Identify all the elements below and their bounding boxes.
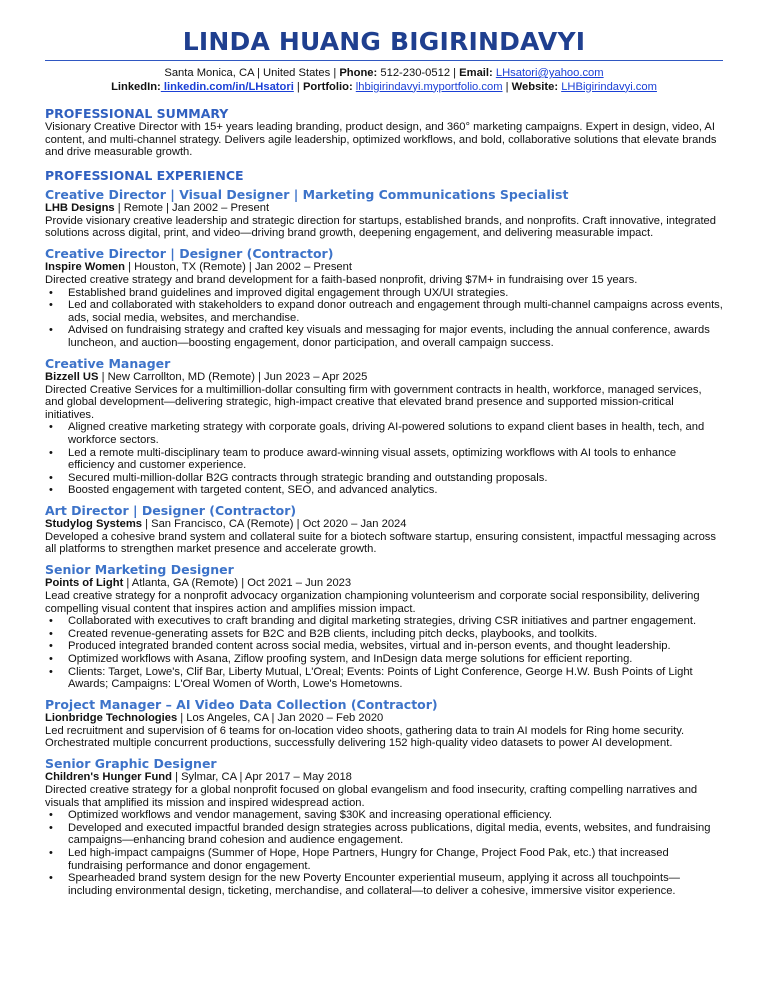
email-label: Email: <box>459 67 493 79</box>
bullet-text: Boosted engagement with targeted content, SEO, and advanced analytics. <box>68 484 438 497</box>
job-meta <box>45 202 723 215</box>
job-meta <box>45 371 723 384</box>
bullet-icon: • <box>49 299 53 312</box>
company-name: Children's Hunger Fund <box>45 771 172 783</box>
bullet-icon: • <box>49 471 53 484</box>
summary-text: Visionary Creative Director with 15+ years leading branding, product design, and 360° marketing campaigns. Expert in design, video, AI content, and multi-channel strategy. Delivers agile leadership, optimized workflows, and bold, collaborative solutions that elevate brands and drive measurable growth. <box>45 121 717 159</box>
website-link[interactable]: LHBigirindavyi.com <box>561 80 657 93</box>
bullet-item <box>45 666 723 691</box>
bullet-item <box>45 615 723 628</box>
bullet-text: Created revenue-generating assets for B2C and B2B clients, including pitch decks, playbooks, and toolkits. <box>68 627 598 640</box>
job-description: Directed creative strategy and brand development for a faith-based nonprofit, driving $7M+ in fundraising over 15 years. <box>45 273 638 286</box>
bullet-list <box>45 287 723 350</box>
job-details: | Los Angeles, CA | Jan 2020 – Feb 2020 <box>177 711 384 724</box>
job-entry <box>45 756 723 897</box>
bullet-item <box>45 872 723 897</box>
bullet-icon: • <box>49 872 53 885</box>
company-name: Studylog Systems <box>45 517 142 530</box>
bullet-text: Advised on fundraising strategy and crafted key visuals and messaging for major events, including the annual conference, awards luncheon, and auction—boosting engagement, donor participation, and overall campaign success. <box>68 324 710 349</box>
bullet-item <box>45 324 723 349</box>
job-entry <box>45 356 723 497</box>
bullet-text: Established brand guidelines and improved digital engagement through UX/UI strategies. <box>68 286 509 299</box>
location: Santa Monica, CA | United States | <box>164 67 340 79</box>
company-name: Points of Light <box>45 577 124 590</box>
company-name: LHB Designs <box>45 201 115 214</box>
job-title: Art Director | Designer (Contractor) <box>45 502 297 518</box>
separator: | <box>293 80 303 93</box>
bullet-icon: • <box>49 627 53 640</box>
job-description: Lead creative strategy for a nonprofit advocacy organization championing volunteerism and corporate social responsibility, delivering compelling visual content that inspires action and amplifies mission impact. <box>45 590 700 615</box>
bullet-icon: • <box>49 846 53 859</box>
bullet-icon: • <box>49 640 53 653</box>
bullet-list <box>45 615 723 691</box>
contact-line-1 <box>45 67 723 81</box>
bullet-item <box>45 421 723 446</box>
portfolio-link[interactable]: lhbigirindavyi.myportfolio.com <box>355 80 503 93</box>
bullet-text: Produced integrated branded content across social media, websites, virtual and in-person events, and thought leadership. <box>68 640 671 653</box>
email-link[interactable]: LHsatori@yahoo.com <box>495 67 604 79</box>
bullet-item <box>45 447 723 472</box>
job-details: | Atlanta, GA (Remote) | Oct 2021 – Jun 2023 <box>123 577 352 590</box>
bullet-text: Aligned creative marketing strategy with corporate goals, driving AI-powered solutions to expand client bases in health, tech, and workforce sectors. <box>68 421 705 446</box>
separator: | <box>502 80 512 93</box>
bullet-text: Optimized workflows with Asana, Ziflow proofing system, and InDesign data merge solutions for efficient reporting. <box>68 653 633 666</box>
linkedin-label: LinkedIn: <box>111 80 161 93</box>
job-meta <box>45 518 723 531</box>
job-description: Directed Creative Services for a multimillion-dollar consulting firm with government contracts in health, workforce, managed services, and global development—delivering strategic, high-impact creative that elevated brand presence and supported mission-critical initiatives. <box>45 383 702 421</box>
bullet-item <box>45 299 723 324</box>
job-title: Creative Director | Visual Designer | Marketing Communications Specialist <box>45 186 569 202</box>
bullet-item <box>45 809 723 822</box>
website-label: Website: <box>511 80 559 93</box>
job-details: | New Carrollton, MD (Remote) | Jun 2023 – Apr 2025 <box>98 370 368 383</box>
bullet-icon: • <box>49 615 53 628</box>
job-details: | Remote | Jan 2002 – Present <box>114 201 270 214</box>
bullet-text: Led and collaborated with stakeholders to expand donor outreach and engagement through multi-channel campaigns across events, ads, social media, websites, and merchandise. <box>68 299 723 324</box>
bullet-icon: • <box>49 446 53 459</box>
job-meta <box>45 577 723 590</box>
bullet-text: Clients: Target, Lowe's, Clif Bar, Liberty Mutual, L'Oreal; Events: Points of Light Conference, George H.W. Bush Points of Light Awards; Campaigns: L'Oreal Women of Worth, Lowe's Hometowns. <box>68 665 693 691</box>
job-details: | Houston, TX (Remote) | Jan 2002 – Present <box>124 260 352 273</box>
company-name: Inspire Women <box>45 260 125 273</box>
job-description: Developed a cohesive brand system and collateral suite for a biotech software startup, ensuring consistent, impactful messaging across all platforms to strengthen market presence and accelerate growth. <box>45 530 716 556</box>
header-divider <box>45 60 723 61</box>
job-entry <box>45 697 723 750</box>
bullet-text: Secured multi-million-dollar B2G contracts through strategic branding and outstanding proposals. <box>68 471 548 484</box>
bullet-icon: • <box>49 653 53 666</box>
contact-line-2 <box>45 81 723 95</box>
job-title: Senior Marketing Designer <box>45 562 234 578</box>
company-name: Bizzell US <box>45 370 99 383</box>
company-name: Lionbridge Technologies <box>45 711 178 724</box>
experience-heading: PROFESSIONAL EXPERIENCE <box>45 167 244 183</box>
bullet-item <box>45 287 723 300</box>
job-title: Senior Graphic Designer <box>45 756 217 771</box>
job-title: Project Manager – AI Video Data Collection (Contractor) <box>45 696 438 712</box>
summary-heading: PROFESSIONAL SUMMARY <box>45 106 229 121</box>
candidate-name: LINDA HUANG BIGIRINDAVYI <box>182 27 586 56</box>
job-entry <box>45 562 723 691</box>
bullet-item <box>45 472 723 485</box>
bullet-icon: • <box>49 286 53 299</box>
job-details: | Sylmar, CA | Apr 2017 – May 2018 <box>171 771 352 783</box>
bullet-item <box>45 640 723 653</box>
experience-list <box>45 187 723 898</box>
job-meta <box>45 261 723 274</box>
job-description: Provide visionary creative leadership and strategic direction for startups, established brands, and nonprofits. Craft innovative, integrated solutions across digital, print, and video—driving brand growth, deepening engagement, and delivering measurable impact. <box>45 214 716 240</box>
bullet-text: Developed and executed impactful branded design strategies across publications, digital media, events, websites, and fundraising campaigns—enhancing brand cohesion and audience engagement. <box>68 821 711 847</box>
bullet-icon: • <box>49 809 53 822</box>
job-entry <box>45 503 723 556</box>
job-title: Creative Manager <box>45 355 171 371</box>
bullet-icon: • <box>49 324 53 337</box>
bullet-icon: • <box>49 484 53 497</box>
bullet-item <box>45 628 723 641</box>
bullet-icon: • <box>49 665 53 678</box>
bullet-list <box>45 421 723 497</box>
job-description: Led recruitment and supervision of 6 teams for on-location video shoots, gathering data to train AI models for Ring home security. Orchestrated multiple concurrent productions, successfully delivering 152 high-quality video datasets to power AI development. <box>45 724 685 750</box>
bullet-text: Led high-impact campaigns (Summer of Hope, Hope Partners, Hungry for Change, Project Food Pak, etc.) that increased fundraising performance and donor engagement. <box>68 846 669 872</box>
bullet-item <box>45 653 723 666</box>
bullet-item <box>45 484 723 497</box>
phone: 512-230-0512 | <box>377 67 460 79</box>
phone-label: Phone: <box>339 67 378 79</box>
bullet-text: Spearheaded brand system design for the new Poverty Encounter experiential museum, applying it across all touchpoints—including environmental design, ticketing, merchandise, and collateral—to deliver a cohesive, immersive visitor experience. <box>68 872 680 897</box>
bullet-icon: • <box>49 821 53 834</box>
bullet-text: Led a remote multi-disciplinary team to produce award-winning visual assets, optimizing workflows with AI tools to enhance efficiency and customer experience. <box>68 446 677 472</box>
job-details: | San Francisco, CA (Remote) | Oct 2020 – Jan 2024 <box>141 517 407 530</box>
bullet-item <box>45 847 723 872</box>
bullet-list <box>45 809 723 897</box>
job-meta <box>45 771 723 784</box>
bullet-icon: • <box>49 421 53 434</box>
portfolio-label: Portfolio: <box>302 80 353 93</box>
job-meta <box>45 712 723 725</box>
job-description: Directed creative strategy for a global nonprofit focused on global evangelism and food insecurity, crafting compelling narratives and visuals that amplified its mission and inspired widespread action. <box>45 784 698 809</box>
job-entry <box>45 246 723 350</box>
job-title: Creative Director | Designer (Contractor) <box>45 245 334 261</box>
job-entry <box>45 187 723 240</box>
bullet-item <box>45 822 723 847</box>
bullet-text: Collaborated with executives to craft branding and digital marketing strategies, driving CSR initiatives and partner engagement. <box>68 615 697 628</box>
linkedin-link[interactable]: linkedin.com/in/LHsatori <box>160 80 294 93</box>
bullet-text: Optimized workflows and vendor management, saving $30K and increasing operational efficiency. <box>68 809 553 822</box>
